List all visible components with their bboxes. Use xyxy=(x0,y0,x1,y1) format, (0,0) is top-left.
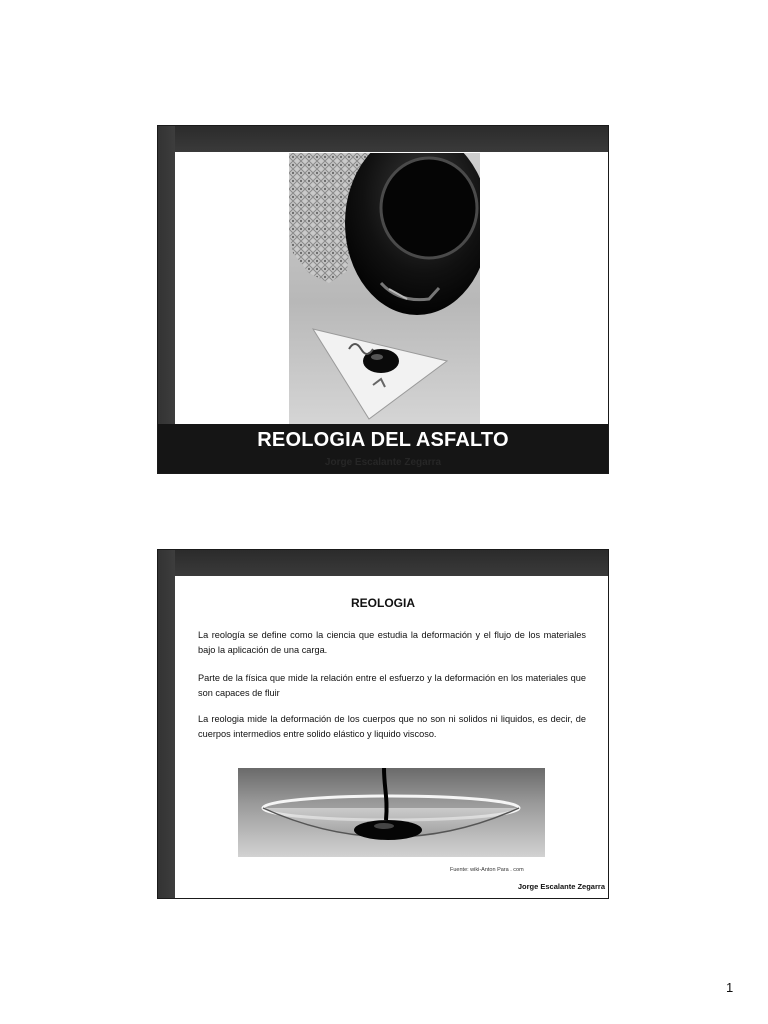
paragraph-physics: Parte de la física que mide la relación entre el esfuerzo y la deformación en los materiales que son capaces de fluir xyxy=(198,673,586,698)
viscous-dish-photo xyxy=(238,768,545,857)
asphalt-jar-illustration xyxy=(289,153,480,424)
presentation-title: REOLOGIA DEL ASFALTO xyxy=(257,429,509,451)
slide-heading: REOLOGIA xyxy=(350,596,415,610)
slide-top-bar xyxy=(158,550,608,576)
paragraph-deformation: La reologia mide la deformación de los cuerpos que no son ni solidos ni liquidos, es decir, de cuerpos intermedios entre solido elástico y liquido viscoso. xyxy=(198,714,586,739)
page-number: 1 xyxy=(726,980,734,995)
slide-top-bar xyxy=(158,126,608,152)
image-source: Fuente: wiki-Anton Para . com xyxy=(450,867,524,873)
asphalt-jar-photo xyxy=(289,153,480,424)
viscous-dish-illustration xyxy=(238,768,545,857)
title-band xyxy=(158,424,608,474)
presentation-author: Jorge Escalante Zegarra xyxy=(324,457,442,468)
slide-1 xyxy=(157,125,609,474)
paragraph-definition: La reología se define como la ciencia que estudia la deformación y el flujo de los materiales bajo la aplicación de una carga. xyxy=(198,630,586,655)
slide-author: Jorge Escalante Zegarra xyxy=(517,882,605,891)
slide-2 xyxy=(157,549,609,899)
slide-left-bar xyxy=(158,126,175,473)
